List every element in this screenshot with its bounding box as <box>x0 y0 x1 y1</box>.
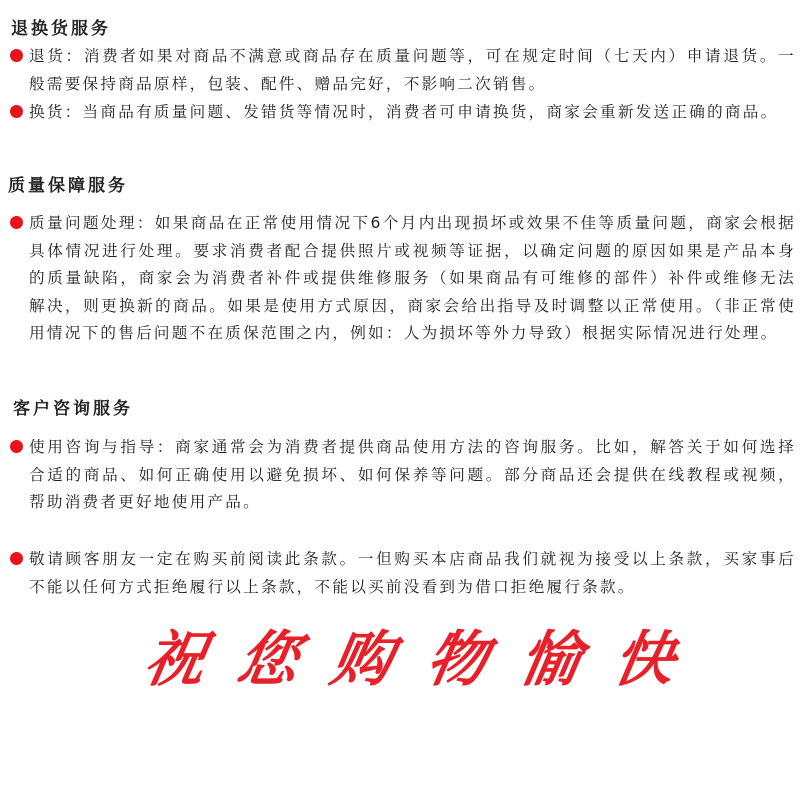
slogan-char: 购 <box>325 625 399 695</box>
slogan-banner <box>0 620 800 700</box>
list-item-return <box>10 43 796 99</box>
red-dot-bullet-icon <box>10 216 23 229</box>
slogan-char: 祝 <box>138 625 212 695</box>
red-dot-bullet-icon <box>10 552 23 565</box>
section-title-quality: 质量保障服务 <box>8 176 128 196</box>
item-text-notice: 敬请顾客朋友一定在购买前阅读此条款。一但购买本店商品我们就视为接受以上条款，买家事后不能以任何方式拒绝履行以上条款，不能以买前没看到为借口拒绝履行条款。 <box>29 550 796 596</box>
item-text-quality-issue: 质量问题处理：如果商品在正常使用情况下6个月内出现损坏或效果不佳等质量问题，商家会根据具体情况进行处理。要求消费者配合提供照片或视频等证据，以确定问题的原因如果是产品本身的质量缺陷，商家会为消费者补件或提供维修服务（如果商品有可维修的部件）补件或维修无法解决，则更换新的商品。如果是使用方式原因，商家会给出指导及时调整以正常使用。（非正常使用情况下的售后问题不在质保范围之内，例如：人为损坏等外力导致）根据实际情况进行处理。 <box>29 214 796 343</box>
slogan-char: 物 <box>420 625 494 695</box>
slogan-char: 快 <box>607 625 681 695</box>
section-title-consulting: 客户咨询服务 <box>13 399 133 419</box>
red-dot-bullet-icon <box>10 105 23 118</box>
item-text-consulting: 使用咨询与指导：商家通常会为消费者提供商品使用方法的咨询服务。比如，解答关于如何选择合适的商品、如何正确使用以避免损坏、如何保养等问题。部分商品还会提供在线教程或视频，帮助消费者更好地使用产品。 <box>29 438 796 512</box>
slogan-char: 愉 <box>513 625 587 695</box>
slogan-char: 您 <box>231 625 305 695</box>
list-item-quality-issue <box>10 210 796 376</box>
red-dot-bullet-icon <box>10 440 23 453</box>
item-text-exchange: 换货：当商品有质量问题、发错货等情况时，消费者可申请换货，商家会重新发送正确的商品。 <box>29 103 779 121</box>
section-title-returns: 退换货服务 <box>11 19 111 39</box>
item-text-return: 退货：消费者如果对商品不满意或商品存在质量问题等，可在规定时间（七天内）申请退货。一般需要保持商品原样，包装、配件、赠品完好，不影响二次销售。 <box>29 47 796 93</box>
list-item-exchange <box>10 99 796 155</box>
list-item-notice <box>10 546 796 602</box>
list-item-consulting <box>10 434 796 518</box>
red-dot-bullet-icon <box>10 49 23 62</box>
